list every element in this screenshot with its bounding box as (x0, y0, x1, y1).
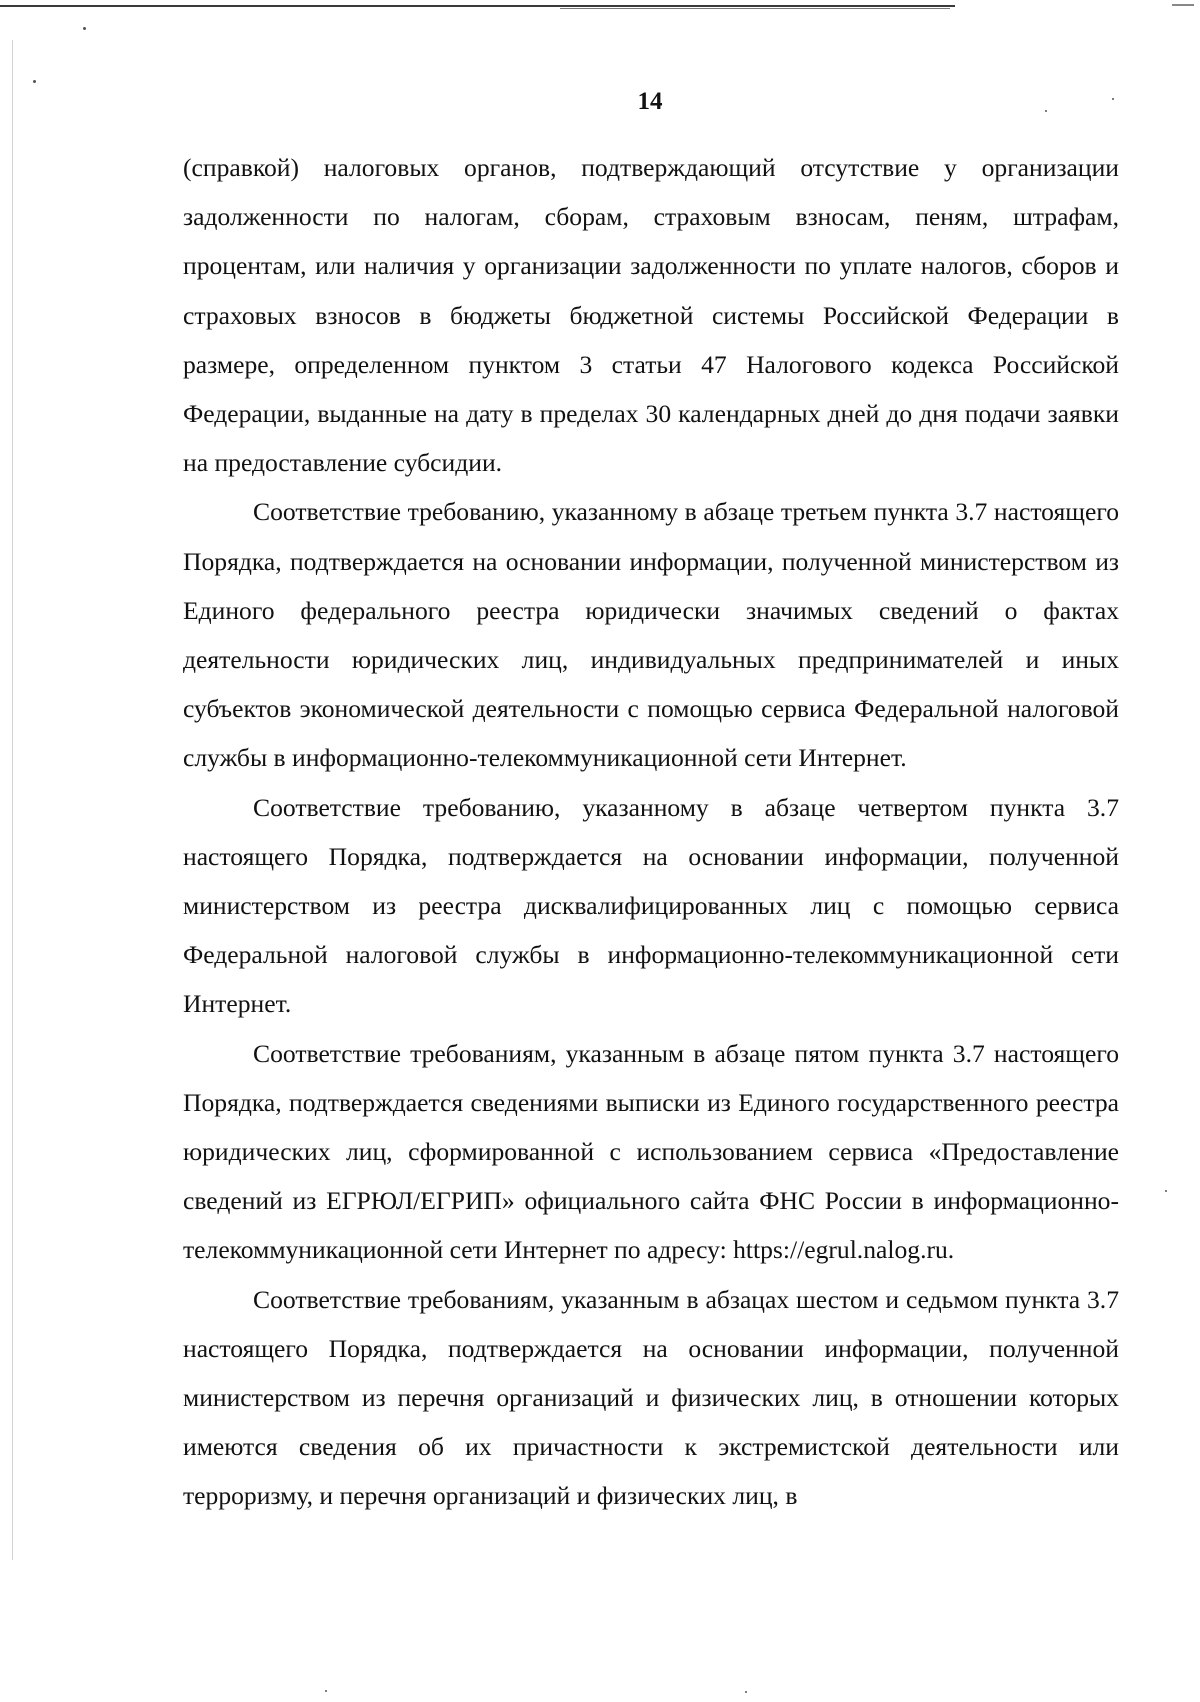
page-number: 14 (637, 88, 663, 115)
paragraph-continuation: (справкой) налоговых органов, подтверждающий отсутствие у организации задолженности по налогам, сборам, страховым взносам, пеням, штрафам, процентам, или наличия у организации задолженности по уплате налогов, сборов и страховых взносов в бюджеты бюджетной системы Российской Федерации в размере, определенном пунктом 3 статьи 47 Налогового кодекса Российской Федерации, выданные на дату в пределах 30 календарных дней до дня подачи заявки на предоставление субсидии. (183, 153, 1119, 478)
scan-speck (33, 80, 36, 83)
scan-speck (325, 1690, 327, 1692)
paragraph: Соответствие требованиям, указанным в абзаце пятом пункта 3.7 настоящего Порядка, подтверждается сведениями выписки из Единого государственного реестра юридических лиц, сформированной с использованием сервиса «Предоставление сведений из ЕГРЮЛ/ЕГРИП» официального сайта ФНС России в информационно-телекоммуникационной сети Интернет по адресу: https://egrul.nalog.ru. (183, 1038, 1119, 1265)
scan-margin-line (12, 40, 13, 1560)
scan-edge-line (560, 8, 950, 9)
scan-speck (83, 27, 86, 30)
scan-edge-mark (1172, 4, 1194, 6)
document-body (183, 143, 1119, 1521)
paragraph: Соответствие требованию, указанному в абзаце четвертом пункта 3.7 настоящего Порядка, подтверждается на основании информации, полученной министерством из реестра дисквалифицированных лиц с помощью сервиса Федеральной налоговой службы в информационно-телекоммуникационной сети Интернет. (183, 792, 1119, 1019)
scan-edge-line (0, 5, 955, 7)
paragraph: Соответствие требованию, указанному в абзаце третьем пункта 3.7 настоящего Порядка, подтверждается на основании информации, полученной министерством из Единого федерального реестра юридически значимых сведений о фактах деятельности юридических лиц, индивидуальных предпринимателей и иных субъектов экономической деятельности с помощью сервиса Федеральной налоговой службы в информационно-телекоммуникационной сети Интернет. (183, 497, 1119, 773)
scan-speck (1165, 1190, 1167, 1192)
paragraph: Соответствие требованиям, указанным в абзацах шестом и седьмом пункта 3.7 настоящего Порядка, подтверждается на основании информации, полученной министерством из перечня организаций и физических лиц, в отношении которых имеются сведения об их причастности к экстремистской деятельности или терроризму, и перечня организаций и физических лиц, в (183, 1284, 1119, 1511)
scan-speck (745, 1691, 747, 1693)
